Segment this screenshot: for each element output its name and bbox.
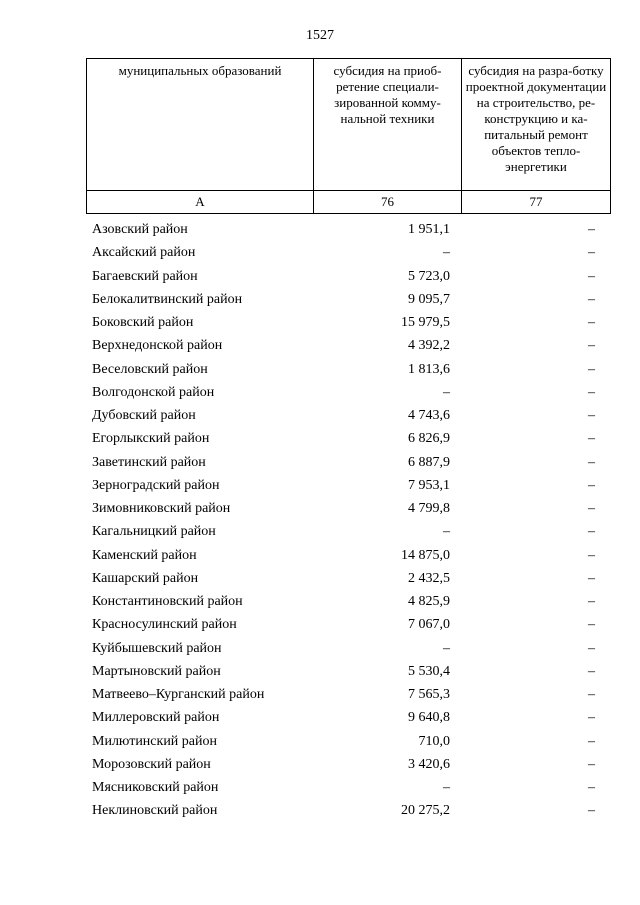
municipality-name: Зерноградский район	[92, 477, 220, 493]
municipality-name: Волгодонской район	[92, 384, 215, 400]
table-row	[92, 683, 600, 706]
table-row	[92, 590, 600, 613]
value-column-76: –	[443, 384, 450, 400]
value-column-77: –	[588, 501, 595, 516]
page-number: 1527	[306, 28, 334, 43]
municipality-name: Неклиновский район	[92, 803, 218, 819]
value-column-77: –	[588, 547, 595, 563]
value-column-76: 15 979,5	[401, 315, 450, 330]
table-row	[92, 218, 600, 241]
value-column-76: –	[443, 245, 450, 261]
municipality-name: Кашарский район	[92, 570, 199, 586]
municipality-name: Белокалитвинский район	[92, 291, 243, 307]
table-row	[92, 520, 600, 543]
value-column-77: –	[588, 361, 595, 377]
value-column-76: 4 799,8	[408, 501, 450, 516]
municipality-name: Азовский район	[92, 222, 188, 237]
table-header	[86, 58, 611, 214]
table-row	[92, 613, 600, 636]
table-row	[92, 334, 600, 357]
value-column-77: –	[588, 687, 595, 702]
municipality-name: Веселовский район	[92, 361, 208, 377]
table-row	[92, 799, 600, 822]
value-column-76: 1 813,6	[408, 361, 450, 377]
value-column-76: –	[443, 524, 450, 540]
value-column-76: 7 953,1	[408, 477, 450, 493]
value-column-76: 14 875,0	[401, 547, 450, 563]
municipality-name: Боковский район	[92, 315, 194, 330]
municipality-name: Верхнедонской район	[92, 338, 223, 354]
table-row	[92, 637, 600, 660]
municipality-name: Милютинский район	[92, 733, 218, 749]
value-column-77: –	[588, 245, 595, 261]
value-column-77: –	[588, 710, 595, 726]
table-body	[92, 218, 600, 823]
header-municipalities: муниципальных образований	[87, 59, 314, 191]
municipality-name: Куйбышевский район	[92, 640, 222, 656]
value-column-77: –	[588, 315, 595, 330]
value-column-77: –	[588, 454, 595, 470]
municipality-name: Аксайский район	[92, 245, 196, 261]
table-row	[92, 474, 600, 497]
column-code-a: А	[87, 191, 314, 214]
table-row	[92, 753, 600, 776]
value-column-76: 4 825,9	[408, 594, 450, 609]
value-column-77: –	[588, 291, 595, 307]
header-column-77: субсидия на разра-ботку проектной документации на строительство, ре-конструкцию и ка-питальный ремонт объектов тепло-энергетики	[462, 59, 611, 191]
column-code-76: 76	[314, 191, 462, 214]
table-row	[92, 706, 600, 729]
value-column-76: 9 640,8	[408, 710, 450, 726]
municipality-name: Красносулинский район	[92, 617, 237, 633]
value-column-77: –	[588, 756, 595, 772]
table-row	[92, 241, 600, 264]
municipality-name: Матвеево–Курганский район	[92, 687, 265, 702]
table-row	[92, 776, 600, 799]
municipality-name: Кагальницкий район	[92, 524, 216, 540]
table-row	[92, 265, 600, 288]
value-column-76: –	[443, 780, 450, 795]
table-row	[92, 544, 600, 567]
value-column-76: 3 420,6	[408, 756, 450, 772]
value-column-77: –	[588, 663, 595, 679]
value-column-76: 7 565,3	[408, 687, 450, 702]
table-row	[92, 358, 600, 381]
value-column-76: 4 392,2	[408, 338, 450, 354]
value-column-77: –	[588, 594, 595, 609]
value-column-76: 7 067,0	[408, 617, 450, 633]
table-row	[92, 288, 600, 311]
table-row	[92, 451, 600, 474]
municipality-name: Константиновский район	[92, 594, 243, 609]
municipality-name: Заветинский район	[92, 454, 206, 470]
value-column-76: 6 826,9	[408, 431, 450, 447]
table-row	[92, 404, 600, 427]
value-column-77: –	[588, 338, 595, 354]
table-row	[92, 381, 600, 404]
value-column-77: –	[588, 780, 595, 795]
value-column-77: –	[588, 222, 595, 237]
table-row	[92, 730, 600, 753]
municipality-name: Зимовниковский район	[92, 501, 231, 516]
header-column-76: субсидия на приоб-ретение специали-зированной комму-нальной техники	[314, 59, 462, 191]
municipality-name: Мартыновский район	[92, 663, 221, 679]
municipality-name: Багаевский район	[92, 268, 198, 284]
value-column-76: 5 723,0	[408, 268, 450, 284]
value-column-77: –	[588, 268, 595, 284]
table-row	[92, 427, 600, 450]
municipality-name: Егорлыкский район	[92, 431, 210, 447]
municipality-name: Миллеровский район	[92, 710, 220, 726]
value-column-76: 6 887,9	[408, 454, 450, 470]
value-column-76: 9 095,7	[408, 291, 450, 307]
value-column-77: –	[588, 408, 595, 423]
table-row	[92, 660, 600, 683]
municipality-name: Дубовский район	[92, 408, 196, 423]
value-column-77: –	[588, 640, 595, 656]
value-column-76: 710,0	[418, 733, 450, 749]
column-code-77: 77	[462, 191, 611, 214]
value-column-76: 4 743,6	[408, 408, 450, 423]
value-column-76: 1 951,1	[408, 222, 450, 237]
value-column-77: –	[588, 617, 595, 633]
value-column-76: 2 432,5	[408, 570, 450, 586]
municipality-name: Морозовский район	[92, 756, 211, 772]
value-column-76: 5 530,4	[408, 663, 450, 679]
value-column-76: 20 275,2	[401, 803, 450, 819]
value-column-77: –	[588, 733, 595, 749]
value-column-77: –	[588, 384, 595, 400]
table-row	[92, 567, 600, 590]
value-column-77: –	[588, 431, 595, 447]
value-column-77: –	[588, 477, 595, 493]
municipality-name: Каменский район	[92, 547, 197, 563]
value-column-77: –	[588, 524, 595, 540]
table-row	[92, 497, 600, 520]
value-column-77: –	[588, 803, 595, 819]
value-column-76: –	[443, 640, 450, 656]
table-row	[92, 311, 600, 334]
municipality-name: Мясниковский район	[92, 780, 219, 795]
value-column-77: –	[588, 570, 595, 586]
